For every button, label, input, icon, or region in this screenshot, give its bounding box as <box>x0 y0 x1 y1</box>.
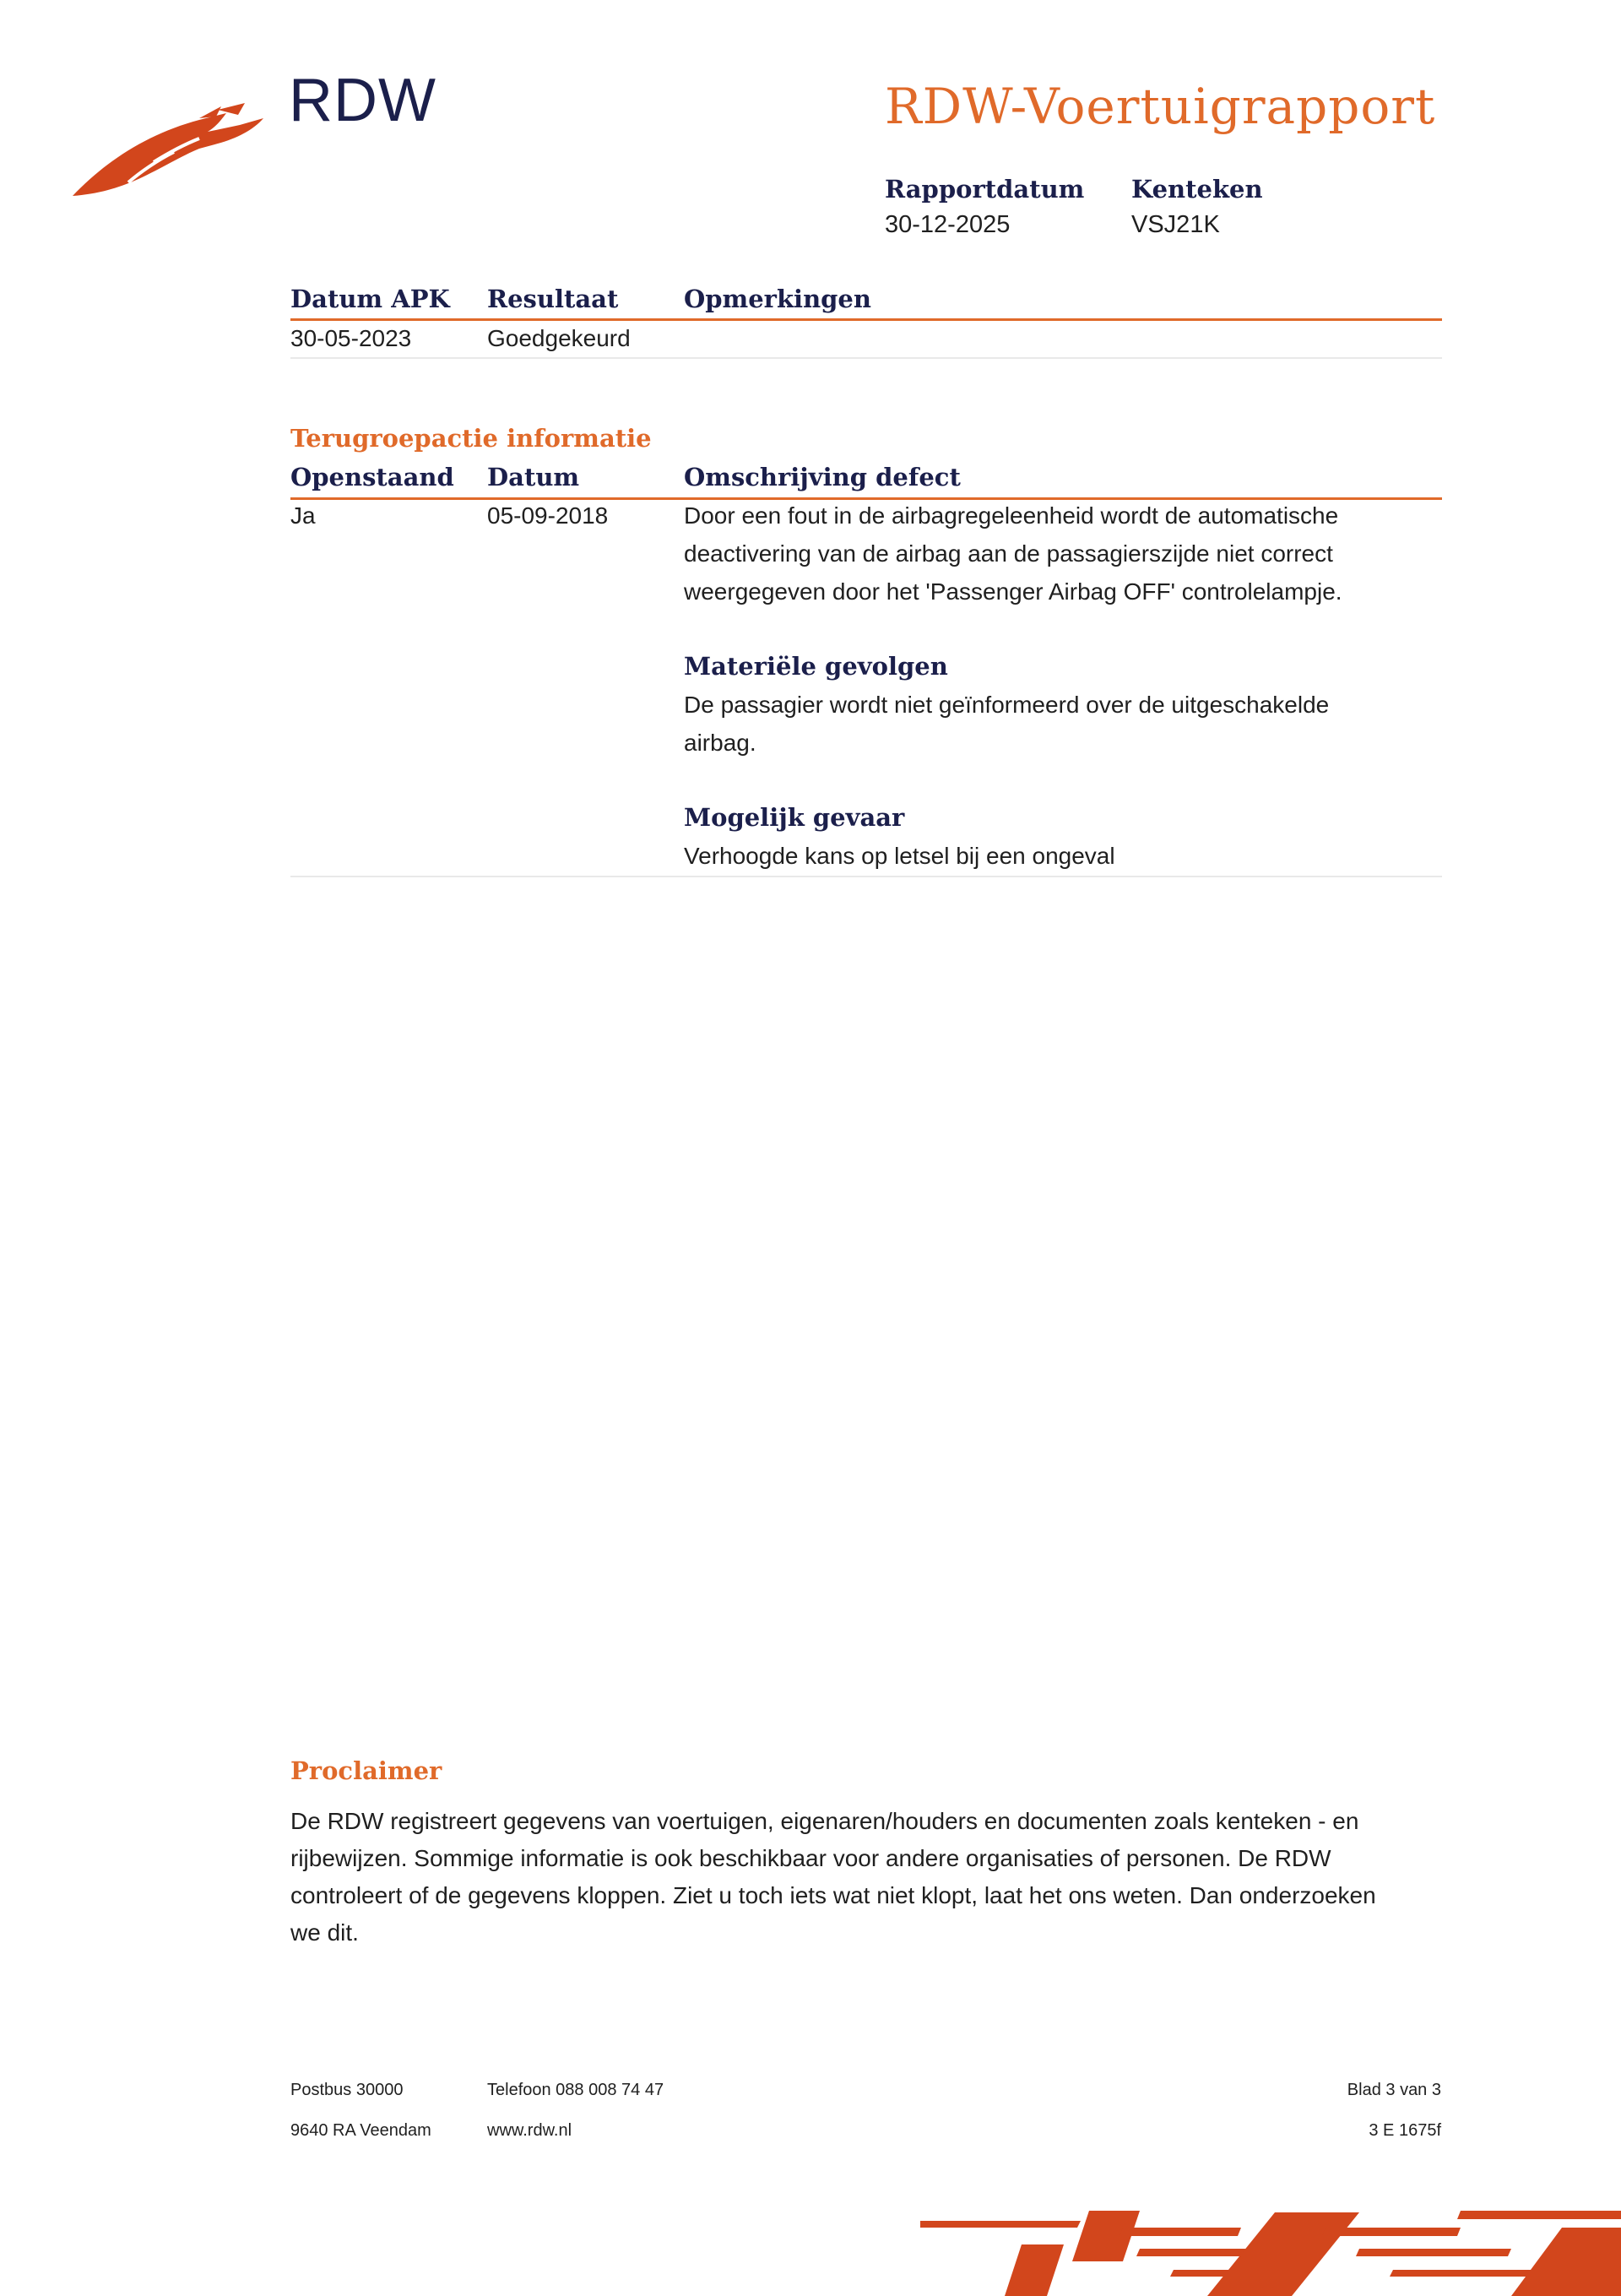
proclaimer-text <box>290 1803 1422 1951</box>
recall-col-date: Datum <box>487 463 580 491</box>
recall-col-open: Openstaand <box>290 463 454 491</box>
footer-city: 9640 RA Veendam <box>290 2121 431 2140</box>
recall-open-value: Ja <box>290 502 316 529</box>
apk-col-remarks: Opmerkingen <box>684 285 871 313</box>
footer-page: Blad 3 van 3 <box>1347 2081 1441 2099</box>
footer-postbus: Postbus 30000 <box>290 2081 404 2099</box>
report-date-label: Rapportdatum <box>885 175 1085 204</box>
report-title: RDW-Voertuigrapport <box>885 78 1436 135</box>
apk-col-result: Resultaat <box>487 285 619 313</box>
consequences-line: airbag. <box>684 730 756 756</box>
danger-text: Verhoogde kans op letsel bij een ongeval <box>684 843 1115 869</box>
recall-defect-line: weergegeven door het 'Passenger Airbag OFF' controlelampje. <box>684 578 1342 605</box>
footer-website: www.rdw.nl <box>487 2121 572 2140</box>
apk-header-rule <box>290 318 1442 321</box>
logo-text: RDW <box>289 67 436 134</box>
report-date-value: 30-12-2025 <box>885 211 1011 238</box>
recall-row-rule <box>290 876 1442 877</box>
apk-row-rule <box>290 357 1442 359</box>
proclaimer-line: rijbewijzen. Sommige informatie is ook beschikbaar voor andere organisaties of personen. De RDW <box>290 1845 1331 1871</box>
danger-heading: Mogelijk gevaar <box>684 803 905 832</box>
proclaimer-line: we dit. <box>290 1919 359 1946</box>
plate-value: VSJ21K <box>1131 211 1220 238</box>
recall-defect-line: Door een fout in de airbagregeleenheid wordt de automatische <box>684 502 1339 529</box>
consequences-heading: Materiële gevolgen <box>684 652 948 681</box>
recall-defect-line: deactivering van de airbag aan de passagierszijde niet correct <box>684 540 1333 567</box>
proclaimer-line: De RDW registreert gegevens van voertuigen, eigenaren/houders en documenten zoals kenteken - en <box>290 1808 1359 1834</box>
recall-col-defect: Omschrijving defect <box>684 463 961 491</box>
footer-phone: Telefoon 088 008 74 47 <box>487 2081 664 2099</box>
apk-row-result: Goedgekeurd <box>487 325 631 351</box>
consequences-line: De passagier wordt niet geïnformeerd over de uitgeschakelde <box>684 692 1330 718</box>
apk-row-date: 30-05-2023 <box>290 325 412 351</box>
proclaimer-line: controleert of de gegevens kloppen. Ziet u toch iets wat niet klopt, laat het ons weten. Dan onderzoeken <box>290 1882 1376 1908</box>
decorative-stripes-icon <box>920 2202 1621 2296</box>
proclaimer-heading: Proclaimer <box>290 1756 442 1785</box>
apk-col-date: Datum APK <box>290 285 450 313</box>
footer-code: 3 E 1675f <box>1369 2121 1441 2140</box>
recall-heading: Terugroepactie informatie <box>290 424 652 453</box>
recall-date-value: 05-09-2018 <box>487 502 609 529</box>
rdw-logo-icon <box>73 101 263 203</box>
plate-label: Kenteken <box>1131 175 1263 204</box>
